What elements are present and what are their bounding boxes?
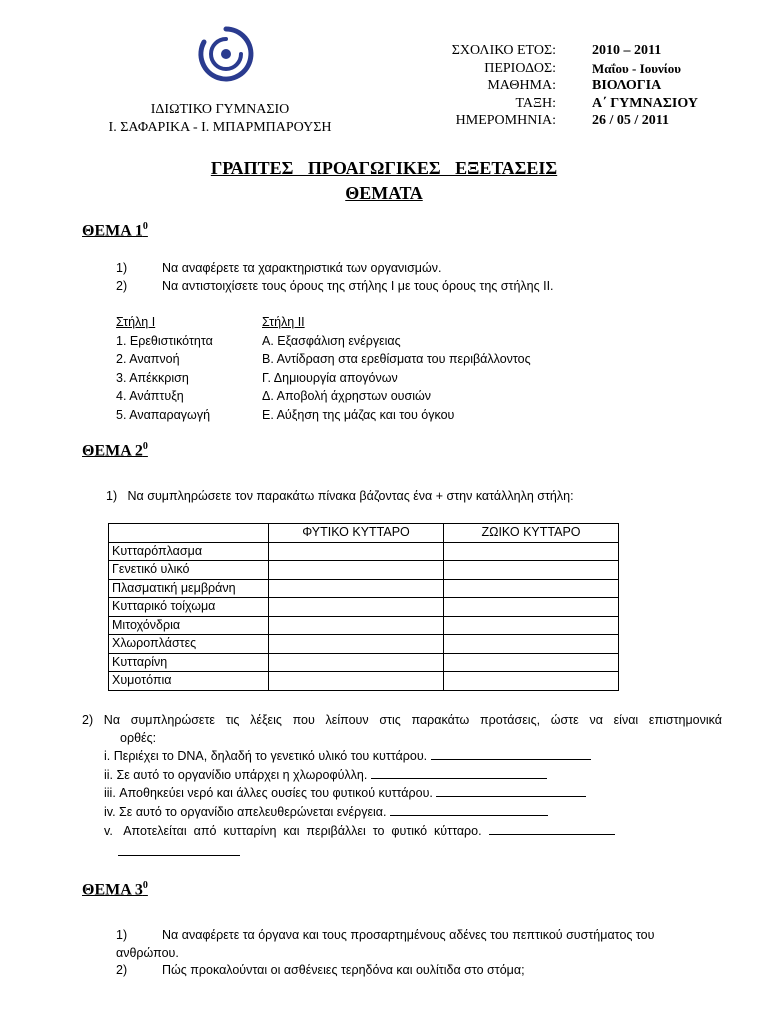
- table-row: [109, 561, 619, 580]
- question-text-cont: ανθρώπου.: [116, 945, 179, 960]
- fill-in-item-cont: [82, 843, 722, 862]
- table-cell-label: Πλασματική μεμβράνη: [109, 579, 269, 598]
- question-text: Να αναφέρετε τα όργανα και τους προσαρτημένους αδένες του πεπτικού συστήματος του: [162, 928, 655, 942]
- term-left: 3. Απέκκριση: [116, 370, 189, 385]
- term-left: 1. Ερεθιστικότητα: [116, 333, 213, 348]
- term-right: Δ. Αποβολή άχρηστων ουσιών: [262, 389, 432, 404]
- school-owners: Ι. ΣΑΦΑΡΙΚΑ - Ι. ΜΠΑΡΜΠΑΡΟΥΣΗ: [108, 120, 332, 135]
- fill-in-item-text: v. Αποτελείται από κυτταρίνη και περιβάλλει το φυτικό κύτταρο.: [104, 823, 482, 838]
- question-number: 1): [116, 928, 128, 942]
- term-right: Ε. Αύξηση της μάζας και του όγκου: [262, 407, 455, 422]
- fill-in-item: [82, 747, 722, 766]
- table-row: [109, 542, 619, 561]
- table-cell-label: Γενετικό υλικό: [109, 561, 269, 580]
- column-2-header: Στήλη ΙΙ: [262, 315, 305, 329]
- theme-3-questions: [116, 927, 722, 980]
- table-row: [109, 598, 619, 617]
- table-header-cell: ΖΩΙΚΟ ΚΥΤΤΑΡΟ: [444, 524, 619, 543]
- theme-1-question-2: [116, 279, 554, 293]
- info-row-year: [410, 42, 698, 60]
- matching-header: [116, 313, 531, 332]
- question-number: 2): [116, 279, 128, 293]
- plant-cell-answer[interactable]: [269, 579, 444, 598]
- animal-cell-answer[interactable]: [444, 542, 619, 561]
- table-row: [109, 635, 619, 654]
- info-value: Μαΐου - Ιουνίου: [592, 60, 682, 76]
- plant-cell-answer[interactable]: [269, 598, 444, 617]
- info-label: ΗΜΕΡΟΜΗΝΙΑ:: [455, 113, 556, 128]
- info-label: ΣΧΟΛΙΚΟ ΕΤΟΣ:: [451, 43, 556, 58]
- theme-3-heading-text: ΘΕΜΑ 3: [82, 881, 143, 899]
- theme-2-heading-sup: 0: [142, 441, 148, 452]
- fill-in-item-text: iii. Αποθηκεύει νερό και άλλες ουσίες του φυτικού κυττάρου.: [104, 786, 433, 801]
- info-value: 26 / 05 / 2011: [592, 113, 670, 128]
- theme-1-question-1: [116, 261, 442, 275]
- matching-row: [116, 387, 531, 406]
- info-row-period: [410, 60, 698, 78]
- table-cell-label: Κυτταρίνη: [109, 653, 269, 672]
- school-logo-icon: [196, 24, 256, 84]
- info-value: 2010 – 2011: [592, 43, 662, 58]
- term-left: 2. Αναπνοή: [116, 352, 180, 367]
- answer-blank[interactable]: [390, 803, 548, 816]
- column-1-header: Στήλη Ι: [116, 315, 156, 329]
- fill-in-item: [82, 822, 722, 841]
- answer-blank[interactable]: [371, 766, 547, 779]
- theme-2-heading-text: ΘΕΜΑ 2: [82, 442, 143, 460]
- plant-cell-answer[interactable]: [269, 561, 444, 580]
- table-header-cell: ΦΥΤΙΚΟ ΚΥΤΤΑΡΟ: [269, 524, 444, 543]
- animal-cell-answer[interactable]: [444, 635, 619, 654]
- table-row: [109, 672, 619, 691]
- table-cell-label: Κυτταρόπλασμα: [109, 542, 269, 561]
- theme-2-heading: [82, 441, 148, 460]
- fill-in-item: [82, 784, 722, 803]
- term-left: 4. Ανάπτυξη: [116, 389, 184, 404]
- matching-columns: [116, 313, 531, 425]
- info-row-date: [410, 112, 698, 130]
- animal-cell-answer[interactable]: [444, 561, 619, 580]
- matching-row: [116, 332, 531, 351]
- table-cell-label: Χλωροπλάστες: [109, 635, 269, 654]
- info-value: Α΄ ΓΥΜΝΑΣΙΟΥ: [592, 95, 698, 111]
- table-cell-label: Κυτταρικό τοίχωμα: [109, 598, 269, 617]
- plant-cell-answer[interactable]: [269, 542, 444, 561]
- table-row: [109, 579, 619, 598]
- fill-in-instruction: 2) Να συμπληρώσετε τις λέξεις που λείπουν στις παρακάτω προτάσεις, ώστε να είναι επιστημονικά: [82, 713, 722, 727]
- info-row-subject: [410, 77, 698, 95]
- plant-cell-answer[interactable]: [269, 635, 444, 654]
- cell-comparison-table: [108, 523, 619, 691]
- animal-cell-answer[interactable]: [444, 653, 619, 672]
- table-header-row: [109, 524, 619, 543]
- matching-row: [116, 369, 531, 388]
- question-number: 1): [116, 261, 128, 275]
- theme-2-question-1: 1) Να συμπληρώσετε τον παρακάτω πίνακα βάζοντας ένα + στην κατάλληλη στήλη:: [106, 489, 574, 503]
- question-text: Να αναφέρετε τα χαρακτηριστικά των οργανισμών.: [162, 261, 442, 275]
- theme-1-heading-sup: 0: [142, 221, 148, 232]
- info-row-class: [410, 95, 698, 113]
- question-text: Να αντιστοιχίσετε τους όρους της στήλης Ι με τους όρους της στήλης ΙΙ.: [162, 279, 554, 293]
- plant-cell-answer[interactable]: [269, 653, 444, 672]
- table-cell-label: Μιτοχόνδρια: [109, 616, 269, 635]
- theme-1-heading: [82, 221, 148, 240]
- question-text: Πώς προκαλούνται οι ασθένειες τερηδόνα και ουλίτιδα στο στόμα;: [162, 963, 525, 978]
- matching-row: [116, 350, 531, 369]
- answer-blank[interactable]: [489, 822, 615, 835]
- table-cell-label: Χυμοτόπια: [109, 672, 269, 691]
- answer-blank[interactable]: [436, 784, 586, 797]
- fill-in-item: [82, 766, 722, 785]
- info-label: ΤΑΞΗ:: [515, 95, 556, 111]
- exam-info: [410, 42, 698, 130]
- theme-1-heading-text: ΘΕΜΑ 1: [82, 222, 143, 240]
- plant-cell-answer[interactable]: [269, 616, 444, 635]
- info-label: ΠΕΡΙΟΔΟΣ:: [484, 60, 556, 76]
- animal-cell-answer[interactable]: [444, 579, 619, 598]
- fill-in-section: [82, 712, 722, 862]
- term-left: 5. Αναπαραγωγή: [116, 407, 211, 422]
- fill-in-item-text: ii. Σε αυτό το οργανίδιο υπάρχει η χλωροφύλλη.: [104, 767, 368, 782]
- table-row: [109, 616, 619, 635]
- answer-blank[interactable]: [431, 747, 591, 760]
- table-row: [109, 653, 619, 672]
- fill-in-item-text: iv. Σε αυτό το οργανίδιο απελευθερώνεται ενέργεια.: [104, 804, 387, 819]
- theme-3-heading: [82, 880, 148, 899]
- answer-blank[interactable]: [118, 843, 240, 856]
- term-right: Γ. Δημιουργία απογόνων: [262, 370, 398, 385]
- theme-3-question-2: [116, 962, 722, 980]
- info-label: ΜΑΘΗΜΑ:: [487, 78, 556, 93]
- school-name: ΙΔΙΩΤΙΚΟ ΓΥΜΝΑΣΙΟ: [150, 102, 290, 117]
- term-right: Α. Εξασφάλιση ενέργειας: [262, 333, 401, 348]
- fill-in-item: [82, 803, 722, 822]
- question-number: 2): [116, 963, 128, 978]
- animal-cell-answer[interactable]: [444, 616, 619, 635]
- animal-cell-answer[interactable]: [444, 598, 619, 617]
- info-value: ΒΙΟΛΟΓΙΑ: [592, 78, 662, 93]
- theme-3-heading-sup: 0: [142, 880, 148, 891]
- matching-row: [116, 406, 531, 425]
- term-right: Β. Αντίδραση στα ερεθίσματα του περιβάλλοντος: [262, 352, 531, 367]
- page-subtitle: ΘΕΜΑΤΑ: [345, 183, 423, 203]
- theme-3-question-1: [116, 927, 722, 945]
- fill-in-item-text: i. Περιέχει το DNA, δηλαδή το γενετικό υλικό του κυττάρου.: [104, 749, 428, 764]
- fill-in-instruction-cont: ορθές:: [120, 730, 157, 745]
- page-title: ΓΡΑΠΤΕΣ ΠΡΟΑΓΩΓΙΚΕΣ ΕΞΕΤΑΣΕΙΣ: [210, 158, 558, 178]
- table-header-cell: [109, 524, 269, 543]
- plant-cell-answer[interactable]: [269, 672, 444, 691]
- animal-cell-answer[interactable]: [444, 672, 619, 691]
